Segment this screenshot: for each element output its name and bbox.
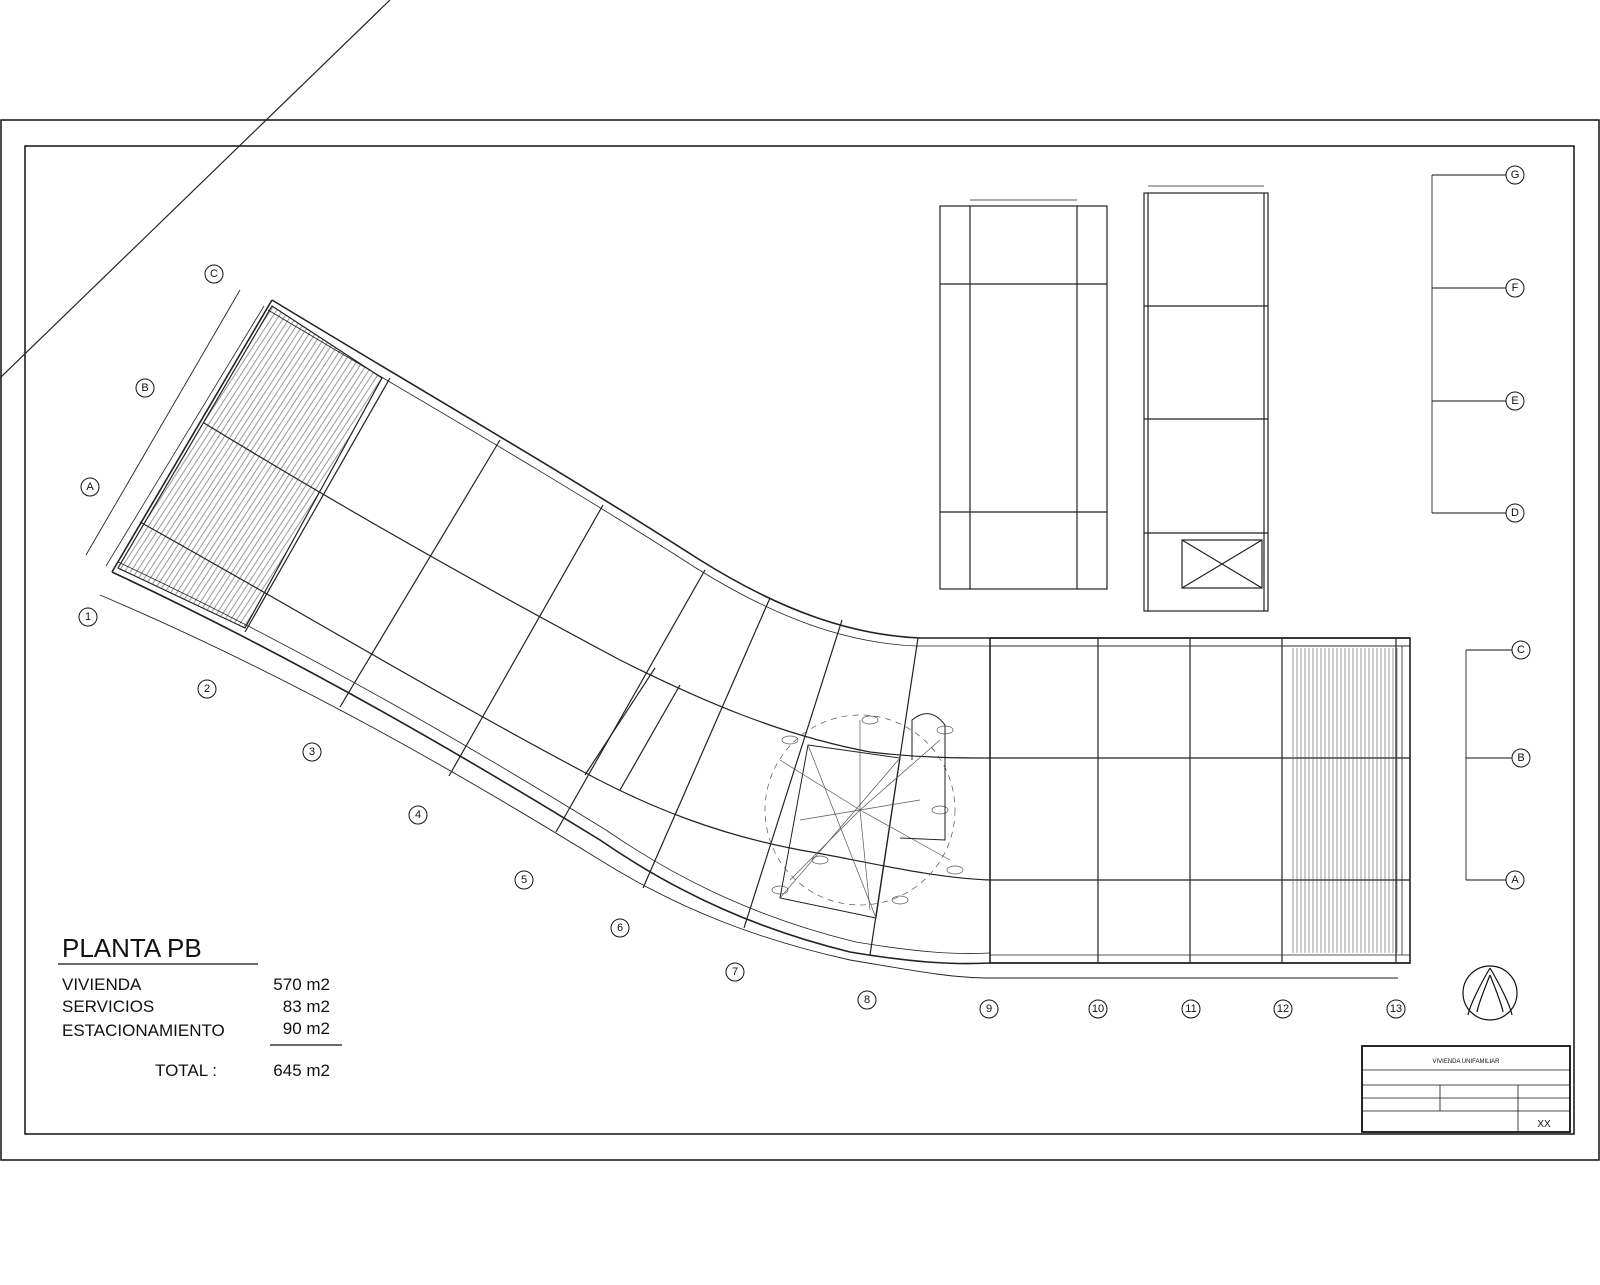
side-axis-label-b: B <box>1517 752 1525 764</box>
side-axis-label-a: A <box>1511 874 1519 886</box>
wall-bottom <box>112 572 1410 964</box>
area-value-servicios: 83 m2 <box>282 997 330 1016</box>
axis-label-c: C <box>210 268 218 280</box>
axis-label-b: B <box>141 382 149 394</box>
courtyard-tree <box>765 714 963 918</box>
axis-label-13: 13 <box>1389 1003 1403 1015</box>
axis-number-labels <box>85 611 1402 1015</box>
north-arrow-icon <box>1463 966 1517 1020</box>
total-value: 645 m2 <box>273 1061 330 1080</box>
area-label-vivienda: VIVIENDA <box>62 975 142 994</box>
inner-border <box>25 146 1574 1134</box>
detail-plan-2 <box>1144 186 1268 611</box>
axis-label-12: 12 <box>1276 1003 1290 1015</box>
axis-label-7: 7 <box>731 966 739 978</box>
axis-label-8: 8 <box>863 994 871 1006</box>
side-axis-ticks <box>1432 175 1512 880</box>
wall-top <box>272 300 1410 638</box>
title-block-project: VIVIENDA UNIFAMILIAR <box>1432 1059 1500 1065</box>
detail-plan-1 <box>940 200 1107 589</box>
axis-label-11: 11 <box>1185 1003 1197 1015</box>
side-axis-label-g: G <box>1510 169 1520 181</box>
axis-label-6: 6 <box>616 922 624 934</box>
total-label: TOTAL : <box>155 1061 218 1080</box>
axis-label-a: A <box>86 481 94 493</box>
column-marks <box>985 753 1287 885</box>
axis-label-10: 10 <box>1091 1003 1105 1015</box>
side-axis-label-c: C <box>1517 644 1525 656</box>
area-label-servicios: SERVICIOS <box>62 997 155 1016</box>
outer-border <box>1 120 1599 1160</box>
axis-label-5: 5 <box>520 874 528 886</box>
side-axis-label-f: F <box>1511 282 1519 294</box>
side-axis-label-e: E <box>1511 395 1519 407</box>
side-axis-label-d: D <box>1511 507 1519 519</box>
area-value-vivienda: 570 m2 <box>273 975 330 994</box>
axis-label-2: 2 <box>203 683 211 695</box>
axis-label-3: 3 <box>308 746 316 758</box>
plan-title: PLANTA PB <box>62 933 202 963</box>
axis-label-1: 1 <box>84 611 92 623</box>
axis-number-bubbles <box>79 608 1405 1018</box>
parking-hatch-right <box>1290 648 1398 953</box>
dimension-lines <box>86 175 1466 978</box>
area-label-estacionamiento: ESTACIONAMIENTO <box>62 1021 225 1040</box>
area-table <box>58 933 342 1080</box>
tree-canopy <box>772 716 963 910</box>
axis-label-9: 9 <box>985 1003 993 1015</box>
title-block-sheet-code: XX <box>1537 1119 1551 1130</box>
axis-label-4: 4 <box>414 809 422 821</box>
straight-wing <box>985 638 1410 963</box>
area-value-estacionamiento: 90 m2 <box>282 1019 330 1038</box>
